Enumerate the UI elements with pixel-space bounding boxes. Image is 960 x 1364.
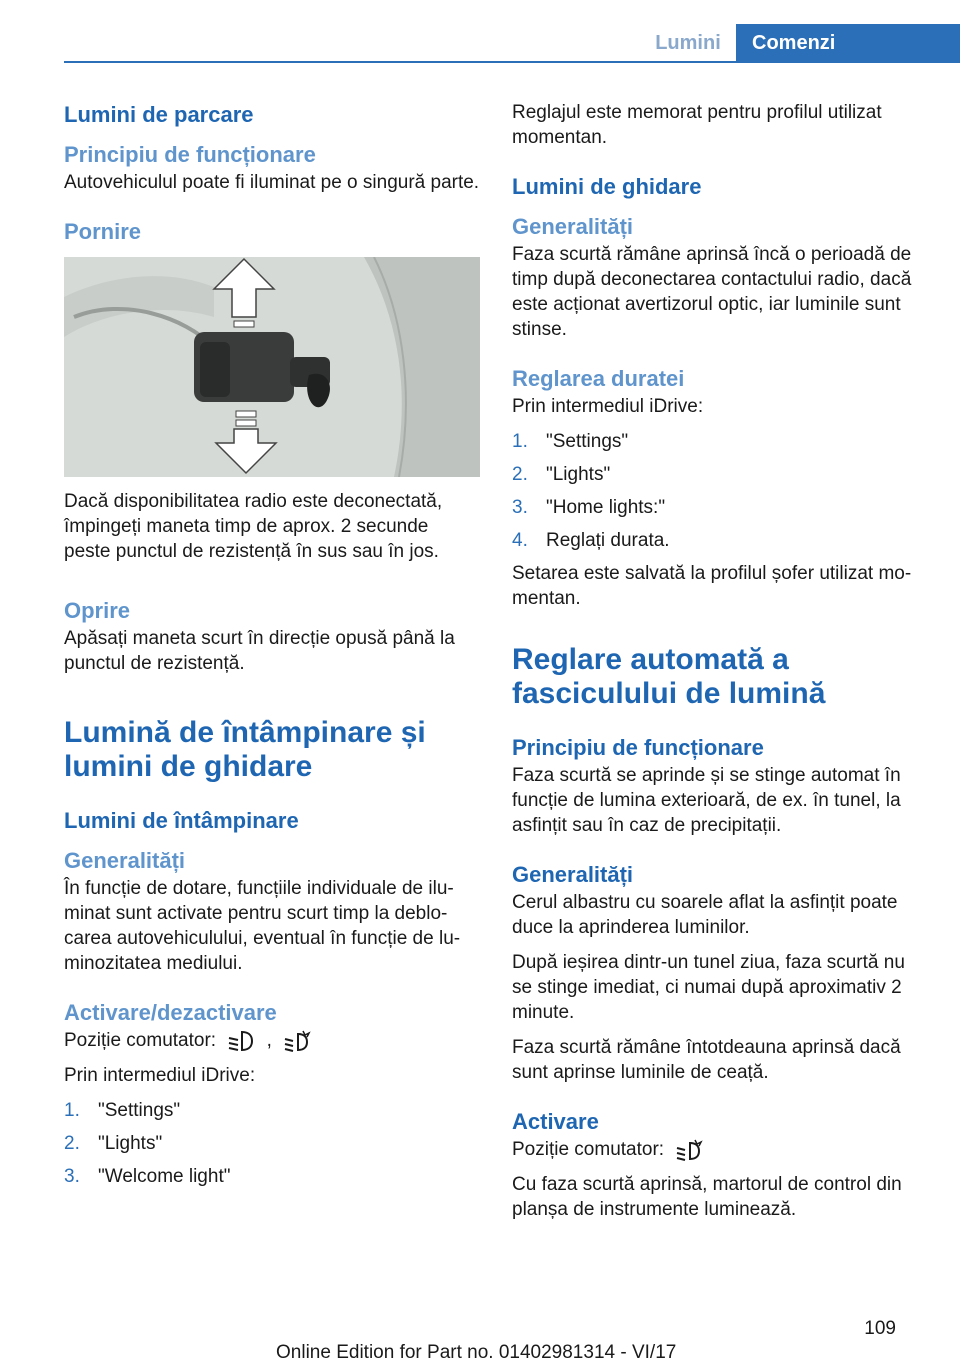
- auto-headlight-icon: [675, 1139, 703, 1161]
- text-generalitati-ghidare: Faza scurtă rămâne aprinsă încă o perioadă de timp după deconectarea contactului radio, dacă este acționat avertizorul optic, iar luminile sunt stinse.: [512, 244, 912, 340]
- text-cerul: Cerul albastru cu soarele aflat la asfințit poate duce la aprinderea luminilor.: [512, 892, 898, 938]
- text-pozitie-comutator-right: [512, 1137, 928, 1162]
- header-tabs: [640, 24, 960, 62]
- heading-activare: Activare: [512, 1109, 599, 1134]
- lever-illustration: [64, 257, 480, 477]
- text-dupa-tunel: După ieșirea dintr-un tunel ziua, faza scurtă nu se stinge imediat, ci numai după aproximativ 2 minute.: [512, 952, 905, 1023]
- list-item: 1. "Settings": [64, 1100, 181, 1121]
- label-pozitie-right: Poziție comutator:: [512, 1139, 665, 1160]
- text-martor: Cu faza scurtă aprinsă, martorul de control din planșa de instrumente luminează.: [512, 1174, 902, 1220]
- heading-reglarea-duratei: Reglarea duratei: [512, 366, 685, 391]
- home-lights-steps: [512, 429, 928, 553]
- separator-comma: ,: [266, 1030, 272, 1051]
- heading-generalitati-ghidare: Generalități: [512, 214, 634, 239]
- text-oprire: Apăsați maneta scurt în direcție opusă până la punctul de rezistență.: [64, 628, 455, 674]
- text-pornire: Dacă disponibilitatea radio este deconectată, împingeți maneta timp de aprox. 2 secunde peste punctul de rezistență în sus sau în jos.: [64, 491, 443, 562]
- text-pozitie-comutator: [64, 1028, 480, 1053]
- text-ceata: Faza scurtă rămâne întotdeauna aprinsă dacă sunt aprinse luminile de ceață.: [512, 1037, 901, 1083]
- welcome-light-steps: [64, 1098, 480, 1189]
- chapter-tab-comenzi[interactable]: Comenzi: [736, 24, 960, 62]
- heading-activare-dezactivare: Activare/dezactivare: [64, 1000, 277, 1025]
- label-pozitie: Poziție comutator:: [64, 1030, 217, 1051]
- heading-pornire: Pornire: [64, 219, 142, 244]
- turn-signal-lever-image: [64, 257, 480, 477]
- heading-lumini-de-intampinare: Lumini de întâmpinare: [64, 808, 299, 833]
- text-generalitati: În funcție de dotare, funcțiile individuale de ilu-minat sunt activate pentru scurt timp la deblo-carea autovehiculului, eventual în funcție de lu-minozitatea mediului.: [64, 878, 461, 974]
- list-item: 3. "Welcome light": [64, 1166, 231, 1187]
- text-setarea: Setarea este salvată la profilul șofer utilizat mo-mentan.: [512, 563, 912, 609]
- right-column: [512, 100, 928, 1232]
- text-principiu: Autovehiculul poate fi iluminat pe o singură parte.: [64, 172, 480, 193]
- heading-lumini-de-parcare: Lumini de parcare: [64, 102, 254, 127]
- list-item: 2. "Lights": [512, 464, 611, 485]
- edition-note: Online Edition for Part no. 01402981314 - VI/17: [276, 1342, 677, 1363]
- heading-generalitati: Generalități: [64, 848, 186, 873]
- heading-reglare-automata: Reglare automată a fasciculului de lumină: [512, 643, 826, 710]
- heading-principiu-automat: Principiu de funcționare: [512, 735, 764, 760]
- list-item: 4. Reglați durata.: [512, 530, 670, 551]
- section-tab-lumini[interactable]: Lumini: [655, 32, 721, 54]
- text-principiu-automat: Faza scurtă se aprinde și se stinge automat în funcție de lumina exterioară, de ex. în tunel, la asfințit sau în caz de precipitații.: [512, 765, 901, 836]
- text-reglaj-memorat: Reglajul este memorat pentru profilul utilizat momentan.: [512, 102, 882, 148]
- heading-generalitati-automat: Generalități: [512, 862, 634, 887]
- page-number: 109: [864, 1318, 896, 1339]
- list-item: 1. "Settings": [512, 431, 629, 452]
- heading-principiu: Principiu de funcționare: [64, 142, 316, 167]
- heading-lumina-de-intampinare: Lumină de întâmpinare și lumini de ghidare: [64, 716, 426, 783]
- heading-oprire: Oprire: [64, 598, 131, 623]
- low-beam-icon: [227, 1030, 255, 1052]
- list-item: 3. "Home lights:": [512, 497, 666, 518]
- text-idrive-right: Prin intermediul iDrive:: [512, 396, 704, 417]
- header-rule: [64, 61, 960, 63]
- list-item: 2. "Lights": [64, 1133, 163, 1154]
- text-idrive: Prin intermediul iDrive:: [64, 1065, 256, 1086]
- auto-headlight-icon: [283, 1030, 311, 1052]
- left-column: [64, 100, 480, 1197]
- heading-lumini-de-ghidare: Lumini de ghidare: [512, 174, 702, 199]
